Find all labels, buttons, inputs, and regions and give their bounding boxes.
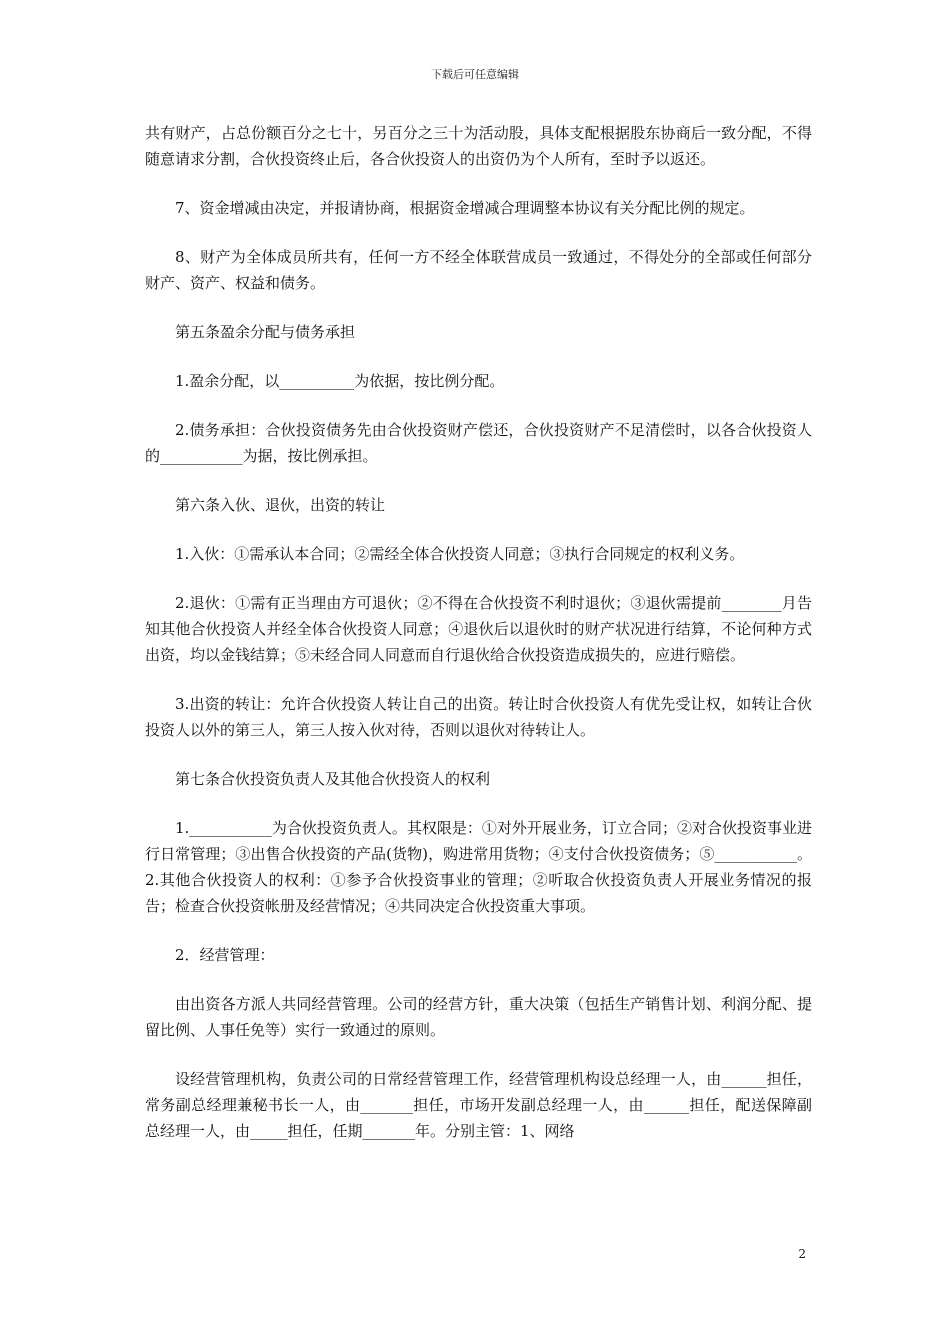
paragraph: 8、财产为全体成员所共有，任何一方不经全体联营成员一致通过，不得处分的全部或任何部分财产、资产、权益和债务。 bbox=[145, 248, 812, 292]
paragraph: 由出资各方派人共同经营管理。公司的经营方针，重大决策（包括生产销售计划、利润分配、提留比例、人事任免等）实行一致通过的原则。 bbox=[145, 995, 812, 1039]
paragraph: 2.债务承担：合伙投资债务先由合伙投资财产偿还，合伙投资财产不足清偿时，以各合伙投资人的___________为据，按比例承担。 bbox=[145, 421, 812, 465]
section-heading: 第五条盈余分配与债务承担 bbox=[175, 323, 356, 341]
paragraph: 2.退伙：①需有正当理由方可退伙；②不得在合伙投资不利时退伙；③退伙需提前________月告知其他合伙投资人并经全体合伙投资人同意；④退伙后以退伙时的财产状况进行结算，不论何种方式出资，均以金钱结算；⑤未经合同人同意而自行退伙给合伙投资造成损失的，应进行赔偿。 bbox=[145, 594, 812, 664]
paragraph: 共有财产，占总份额百分之七十，另百分之三十为活动股，具体支配根据股东协商后一致分配，不得随意请求分割，合伙投资终止后，各合伙投资人的出资仍为个人所有，至时予以返还。 bbox=[145, 124, 812, 168]
document-body bbox=[145, 120, 812, 1167]
paragraph: 7、资金增减由决定，并报请协商，根据资金增减合理调整本协议有关分配比例的规定。 bbox=[175, 199, 755, 217]
paragraph: 3.出资的转让：允许合伙投资人转让自己的出资。转让时合伙投资人有优先受让权，如转让合伙投资人以外的第三人，第三人按入伙对待，否则以退伙对待转让人。 bbox=[145, 695, 812, 739]
paragraph: 2．经营管理： bbox=[175, 946, 275, 964]
page-number: 2 bbox=[798, 1247, 806, 1261]
paragraph: 1.盈余分配，以__________为依据，按比例分配。 bbox=[175, 372, 505, 390]
paragraph: 1.入伙：①需承认本合同；②需经全体合伙投资人同意；③执行合同规定的权利义务。 bbox=[175, 545, 745, 563]
paragraph: 1.___________为合伙投资负责人。其权限是：①对外开展业务，订立合同；②对合伙投资事业进行日常管理；③出售合伙投资的产品(货物)，购进常用货物；④支付合伙投资债务；⑤___________。2.其他合伙投资人的权利：①参予合伙投资事业的管理；②听取合伙投资负责人开展业务情况的报告；检查合伙投资帐册及经营情况；④共同决定合伙投资重大事项。 bbox=[145, 819, 812, 915]
paragraph: 设经营管理机构，负责公司的日常经营管理工作，经营管理机构设总经理一人，由______担任，常务副总经理兼秘书长一人，由_______担任，市场开发副总经理一人，由______担任，配送保障副总经理一人，由_____担任，任期_______年。分别主管：1、网络 bbox=[145, 1070, 812, 1140]
section-heading: 第七条合伙投资负责人及其他合伙投资人的权利 bbox=[175, 770, 491, 788]
section-heading: 第六条入伙、退伙，出资的转让 bbox=[175, 496, 386, 514]
page-header: 下载后可任意编辑 bbox=[431, 68, 519, 81]
